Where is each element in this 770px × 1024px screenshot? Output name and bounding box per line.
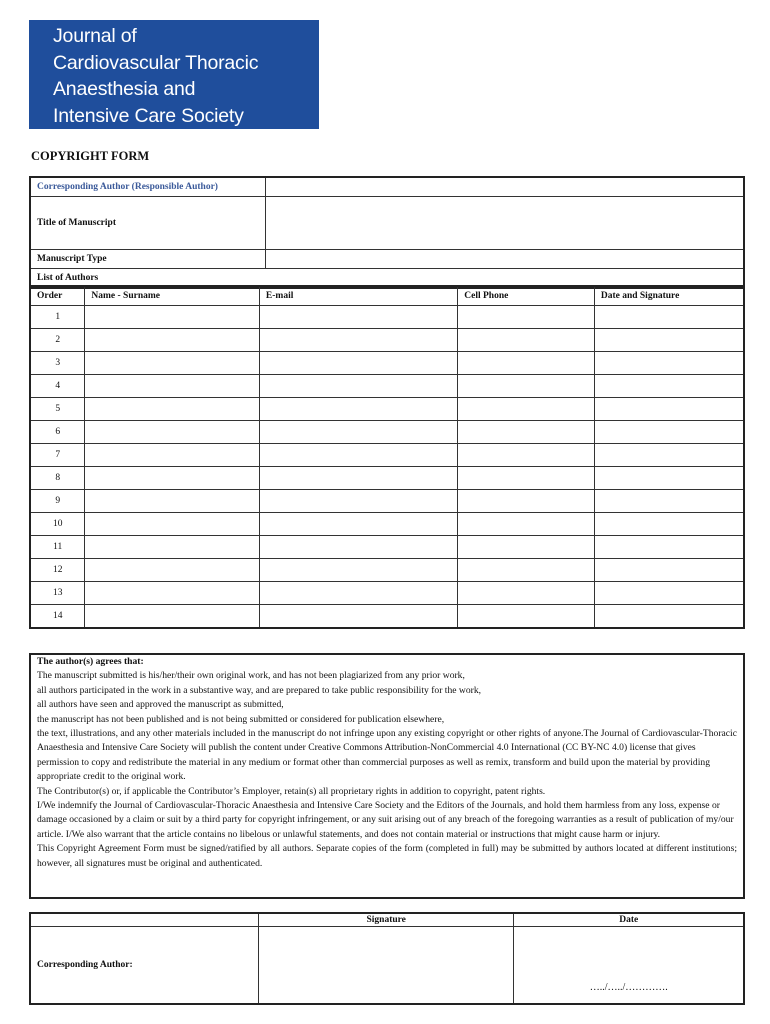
header-email: E-mail (259, 286, 457, 306)
author-name-field[interactable] (85, 398, 260, 421)
author-phone-field[interactable] (458, 306, 595, 329)
journal-logo (29, 20, 319, 129)
date-field[interactable]: …../…../…………. (514, 927, 744, 1005)
author-phone-field[interactable] (458, 421, 595, 444)
signature-blank-header (30, 913, 258, 927)
corresponding-author-field[interactable] (266, 177, 745, 197)
author-phone-field[interactable] (458, 513, 595, 536)
author-date-signature-field[interactable] (594, 398, 744, 421)
author-phone-field[interactable] (458, 467, 595, 490)
author-date-signature-field[interactable] (594, 329, 744, 352)
author-phone-field[interactable] (458, 536, 595, 559)
author-phone-field[interactable] (458, 605, 595, 629)
header-date-signature: Date and Signature (594, 286, 744, 306)
author-order: 5 (30, 398, 85, 421)
manuscript-type-field[interactable] (266, 250, 745, 269)
author-order: 10 (30, 513, 85, 536)
corresponding-author-label: Corresponding Author (Responsible Author) (30, 177, 266, 197)
author-name-field[interactable] (85, 421, 260, 444)
author-phone-field[interactable] (458, 444, 595, 467)
author-order: 2 (30, 329, 85, 352)
author-row (30, 513, 744, 536)
author-email-field[interactable] (259, 444, 457, 467)
author-name-field[interactable] (85, 329, 260, 352)
author-email-field[interactable] (259, 582, 457, 605)
author-email-field[interactable] (259, 352, 457, 375)
agreement-line: the manuscript has not been published and is not being submitted or considered for publication elsewhere, (37, 713, 445, 725)
author-row (30, 306, 744, 329)
author-phone-field[interactable] (458, 352, 595, 375)
author-name-field[interactable] (85, 467, 260, 490)
author-date-signature-field[interactable] (594, 306, 744, 329)
author-email-field[interactable] (259, 329, 457, 352)
logo-line: Intensive Care Society (53, 104, 244, 127)
form-title: COPYRIGHT FORM (31, 149, 150, 163)
author-date-signature-field[interactable] (594, 490, 744, 513)
author-name-field[interactable] (85, 559, 260, 582)
manuscript-info-table (29, 176, 745, 289)
author-row (30, 329, 744, 352)
logo-line: Journal of (53, 25, 137, 47)
header-name: Name - Surname (85, 286, 260, 306)
signature-header: Signature (258, 913, 514, 927)
agreement-line: all authors participated in the work in a substantive way, and are prepared to take public responsibility for the work, (37, 684, 482, 696)
author-row (30, 467, 744, 490)
author-row (30, 605, 744, 629)
author-order: 1 (30, 306, 85, 329)
author-name-field[interactable] (85, 582, 260, 605)
author-row (30, 444, 744, 467)
author-email-field[interactable] (259, 513, 457, 536)
author-order: 12 (30, 559, 85, 582)
author-row (30, 421, 744, 444)
author-order: 13 (30, 582, 85, 605)
author-phone-field[interactable] (458, 559, 595, 582)
author-name-field[interactable] (85, 490, 260, 513)
signature-table (29, 912, 745, 1005)
author-order: 3 (30, 352, 85, 375)
author-date-signature-field[interactable] (594, 375, 744, 398)
author-date-signature-field[interactable] (594, 444, 744, 467)
author-order: 8 (30, 467, 85, 490)
author-phone-field[interactable] (458, 490, 595, 513)
author-date-signature-field[interactable] (594, 536, 744, 559)
corresponding-author-sign-label: Corresponding Author: (30, 927, 258, 1005)
author-date-signature-field[interactable] (594, 559, 744, 582)
author-phone-field[interactable] (458, 375, 595, 398)
author-date-signature-field[interactable] (594, 467, 744, 490)
author-email-field[interactable] (259, 490, 457, 513)
author-email-field[interactable] (259, 398, 457, 421)
signature-field[interactable] (258, 927, 514, 1005)
logo-line: Anaesthesia and (53, 78, 196, 100)
agreement-line: This Copyright Agreement Form must be signed/ratified by all authors. Separate copies of the form (completed in full) may be submitted by authors located at different institutions; however, all signatures must be original and authenticated. (37, 843, 737, 869)
author-email-field[interactable] (259, 467, 457, 490)
author-name-field[interactable] (85, 444, 260, 467)
author-date-signature-field[interactable] (594, 582, 744, 605)
manuscript-title-field[interactable] (266, 197, 745, 250)
author-order: 7 (30, 444, 85, 467)
authors-table (29, 285, 745, 629)
agreement-line: I/We indemnify the Journal of Cardiovascular-Thoracic Anaesthesia and Intensive Care Society and the Editors of the Journals, and hold them harmless from any loss, expense or damage occasioned by a claim or suit by a third party for copyright infringement, or any suit arising out of any breach of the foregoing warranties as a result of publication of my/our article. I/We also warrant that the article contains no libelous or unlawful statements, and does not contain material or instructions that might cause harm or injury. (37, 800, 734, 840)
author-email-field[interactable] (259, 536, 457, 559)
author-row (30, 352, 744, 375)
agreement-line: all authors have seen and approved the manuscript as submitted, (37, 699, 284, 711)
author-order: 6 (30, 421, 85, 444)
author-row (30, 559, 744, 582)
author-phone-field[interactable] (458, 398, 595, 421)
agreement-line: the text, illustrations, and any other materials included in the manuscript do not infringe upon any existing copyright or other rights of anyone.The Journal of Cardiovascular-Thoracic Anaesthesia and Intensive Care Society will publish the content under Creative Commons Attribution-NonCommercial 4.0 International (CC BY-NC 4.0) license that gives permission to copy and redistribute the material in any medium or format other than commercial purposes as well as remix, transform and build upon the material by providing appropriate credit to the original work. (37, 728, 737, 783)
author-row (30, 375, 744, 398)
author-row (30, 536, 744, 559)
author-email-field[interactable] (259, 306, 457, 329)
author-order: 14 (30, 605, 85, 629)
author-date-signature-field[interactable] (594, 352, 744, 375)
logo-line: Cardiovascular Thoracic (53, 51, 259, 74)
author-email-field[interactable] (259, 605, 457, 629)
author-phone-field[interactable] (458, 582, 595, 605)
author-name-field[interactable] (85, 513, 260, 536)
author-date-signature-field[interactable] (594, 513, 744, 536)
author-order: 11 (30, 536, 85, 559)
manuscript-title-label: Title of Manuscript (30, 197, 266, 250)
header-order: Order (30, 286, 85, 306)
header-phone: Cell Phone (458, 286, 595, 306)
author-name-field[interactable] (85, 352, 260, 375)
agreement-heading: The author(s) agrees that: (37, 656, 144, 667)
date-header: Date (514, 913, 744, 927)
list-of-authors-label: List of Authors (30, 269, 744, 289)
author-email-field[interactable] (259, 559, 457, 582)
manuscript-type-label: Manuscript Type (30, 250, 266, 269)
author-row (30, 398, 744, 421)
author-email-field[interactable] (259, 421, 457, 444)
agreement-line: The manuscript submitted is his/her/their own original work, and has not been plagiarized from any prior work, (37, 670, 465, 682)
author-date-signature-field[interactable] (594, 605, 744, 629)
author-row (30, 582, 744, 605)
author-name-field[interactable] (85, 605, 260, 629)
author-date-signature-field[interactable] (594, 421, 744, 444)
author-order: 9 (30, 490, 85, 513)
author-name-field[interactable] (85, 536, 260, 559)
agreement-line: The Contributor(s) or, if applicable the Contributor’s Employer, retain(s) all proprietary rights in addition to copyright, patent rights. (37, 785, 546, 797)
agreement-section (29, 653, 745, 899)
author-row (30, 490, 744, 513)
author-email-field[interactable] (259, 375, 457, 398)
author-name-field[interactable] (85, 306, 260, 329)
author-name-field[interactable] (85, 375, 260, 398)
author-order: 4 (30, 375, 85, 398)
author-phone-field[interactable] (458, 329, 595, 352)
